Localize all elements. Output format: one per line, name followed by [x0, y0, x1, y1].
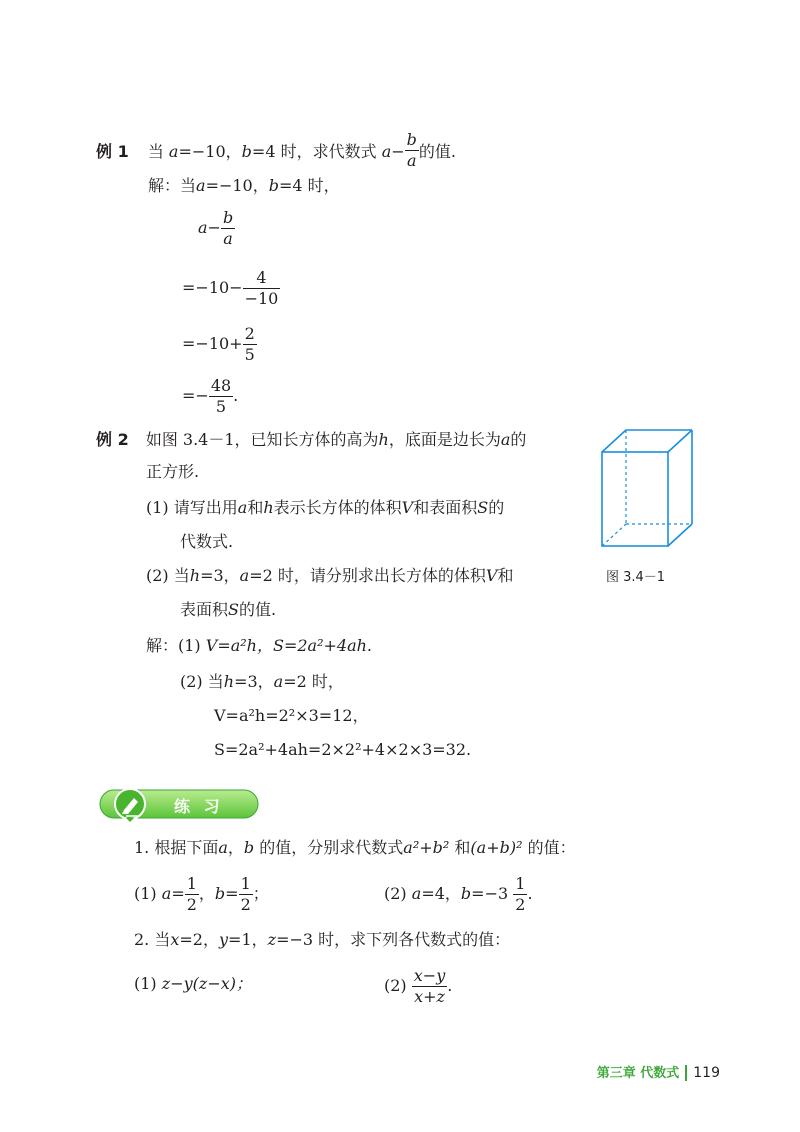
cuboid-front-face: [602, 452, 668, 546]
example-1-step-3: =− $\frac{48}{5}$ .: [182, 376, 239, 416]
practice-1: 1. 根据下面a，b 的值，分别求代数式a²+b² 和(a+b)² 的值：: [134, 838, 576, 857]
cuboid-edge: [668, 430, 692, 452]
practice-2-part-1: (1) z−y(z−x)；: [134, 974, 252, 993]
example-1-intro: 例 1 当 a=−10，b=4 时，求代数式 a− $\frac{b}{a}$ 的值.: [96, 130, 456, 170]
figure-caption: 图 3.4－1: [606, 570, 666, 585]
practice-2: 2. 当x=2，y=1，z=−3 时，求下列各代数式的值：: [134, 930, 511, 949]
cuboid-edge: [668, 524, 692, 546]
example-2-solution-3: V=a²h=2²×3=12，: [214, 706, 369, 725]
example-1-step-2: =−10+ $\frac{2}{5}$: [182, 324, 255, 364]
example-2-line-2: 正方形.: [146, 462, 200, 481]
example-2-solution-1: 解：(1) V=a²h，S=2a²+4ah.: [146, 636, 373, 655]
example-2-question-2: (2) 当h=3，a=2 时，请分别求出长方体的体积V和: [146, 566, 514, 585]
fraction-b-over-a: $\frac{b}{a}$: [406, 130, 417, 170]
example-1-step-0: a− $\frac{b}{a}$: [198, 208, 234, 248]
footer-divider: [685, 1065, 687, 1081]
example-2-question-1: (1) 请写出用a和h表示长方体的体积V和表面积S的: [146, 498, 505, 517]
page-footer: [597, 1062, 720, 1081]
chapter-title: 第三章 代数式: [596, 1066, 680, 1081]
practice-banner: [98, 788, 260, 822]
practice-title: 练 习: [174, 797, 224, 816]
example-2-question-2-cont: 表面积S的值.: [180, 600, 277, 619]
cuboid-hidden-edge: [602, 524, 626, 546]
example-2-line-1: 例 2 如图 3.4－1，已知长方体的高为h，底面是边长为a的: [96, 430, 527, 449]
practice-1-part-2: (2) a=4，b=−3 $\frac{1}{2}$ .: [384, 874, 533, 914]
example-2-question-1-cont: 代数式.: [180, 532, 234, 551]
page-number: 119: [693, 1065, 720, 1081]
example-2-solution-4: S=2a²+4ah=2×2²+4×2×3=32.: [214, 740, 472, 759]
cuboid-edge: [602, 430, 626, 452]
example-1-solution-intro: 解：当a=−10，b=4 时，: [148, 176, 340, 195]
example-2-label: 例 2: [96, 430, 129, 449]
example-1-step-1: =−10− $\frac{4}{-10}$: [182, 268, 279, 308]
practice-2-part-2: (2) $\frac{x-y}{x+z}$ .: [384, 966, 453, 1006]
example-2-solution-2: (2) 当h=3，a=2 时，: [180, 672, 344, 691]
cuboid-figure: [600, 428, 696, 550]
practice-1-part-1: (1) a= $\frac{1}{2}$ ，b= $\frac{1}{2}$ ；: [134, 874, 269, 914]
example-1-label: 例 1: [96, 142, 129, 161]
